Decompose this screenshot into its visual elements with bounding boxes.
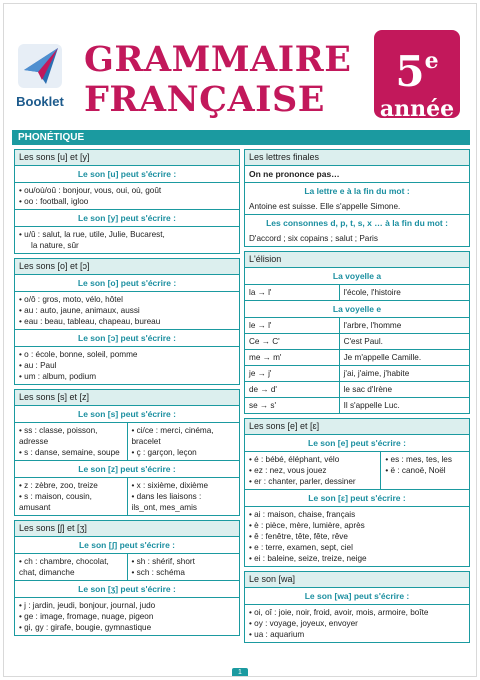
list-item: • z : zèbre, zoo, treize bbox=[19, 481, 98, 490]
list-item: la nature, sûr bbox=[31, 241, 79, 250]
box-u-y bbox=[14, 149, 240, 254]
table-cell: Ce → C' bbox=[245, 334, 339, 350]
list-item: • ë : canoë, Noël bbox=[385, 466, 446, 475]
list-item: • ge : image, fromage, nuage, pigeon bbox=[19, 612, 154, 621]
table-cell: se → s' bbox=[245, 398, 339, 414]
table-row bbox=[245, 382, 469, 398]
examples bbox=[245, 605, 469, 642]
box-title: L'élision bbox=[245, 252, 469, 268]
list-item: • es : mes, tes, les bbox=[385, 455, 452, 464]
header bbox=[4, 4, 477, 124]
subheading: Le son [u] peut s'écrire : bbox=[15, 166, 239, 183]
table-cell: je → j' bbox=[245, 366, 339, 382]
list-item: • ch : chambre, chocolat, chat, dimanche bbox=[19, 557, 109, 577]
list-item: • e : terre, examen, sept, ciel bbox=[249, 543, 353, 552]
table-row bbox=[245, 318, 469, 334]
box-title: Les sons [u] et [y] bbox=[15, 150, 239, 166]
table-cell: l'arbre, l'homme bbox=[339, 318, 469, 334]
list-item: • ou/où/oû : bonjour, vous, oui, où, goût bbox=[19, 186, 162, 195]
list-item: • x : sixième, dixième bbox=[131, 481, 209, 490]
list-item: • u/û : salut, la rue, utile, Julie, Bucarest, bbox=[19, 230, 165, 239]
section-band: PHONÉTIQUE bbox=[12, 130, 470, 145]
subheading: Le son [ʃ] peut s'écrire : bbox=[15, 537, 239, 554]
list-item: • oy : voyage, joyeux, envoyer bbox=[249, 619, 358, 628]
list-item: • é : bébé, éléphant, vélo bbox=[249, 455, 340, 464]
subheading: Le son [y] peut s'écrire : bbox=[15, 210, 239, 227]
list-item: • au : auto, jaune, animaux, aussi bbox=[19, 306, 140, 315]
list-item: • o/ô : gros, moto, vélo, hôtel bbox=[19, 295, 123, 304]
list-item: • ss : classe, poisson, adresse bbox=[19, 426, 98, 446]
list-item: • um : album, podium bbox=[19, 372, 97, 381]
table-cell: Je m'appelle Camille. bbox=[339, 350, 469, 366]
list-item: • ê : fenêtre, tête, fête, rêve bbox=[249, 532, 348, 541]
list-item: • è : pièce, mère, lumière, après bbox=[249, 521, 365, 530]
table-cell: j'ai, j'aime, j'habite bbox=[339, 366, 469, 382]
badge-superscript: e bbox=[424, 48, 439, 74]
examples bbox=[245, 452, 469, 490]
grade-badge bbox=[374, 30, 460, 122]
table-cell: me → m' bbox=[245, 350, 339, 366]
subheading: Le son [ɛ] peut s'écrire : bbox=[245, 490, 469, 507]
examples bbox=[15, 598, 239, 635]
examples bbox=[15, 227, 239, 253]
table-row bbox=[245, 334, 469, 350]
list-item: • ci/ce : merci, cinéma, bracelet bbox=[131, 426, 214, 446]
table-cell: le → l' bbox=[245, 318, 339, 334]
box-o-o bbox=[14, 258, 240, 385]
example-line: D'accord ; six copains ; salut ; Paris bbox=[249, 234, 378, 243]
box-lettres-finales bbox=[244, 149, 470, 247]
list-item: • ez : nez, vous jouez bbox=[249, 466, 327, 475]
examples bbox=[15, 183, 239, 210]
box-title: Les sons [o] et [ɔ] bbox=[15, 259, 239, 275]
list-item: • ua : aquarium bbox=[249, 630, 305, 639]
list-item: • dans les liaisons : bbox=[131, 492, 202, 501]
elision-table-e bbox=[245, 317, 469, 413]
table-row bbox=[245, 350, 469, 366]
subheading: La voyelle e bbox=[245, 300, 469, 317]
list-item: • sch : schéma bbox=[131, 568, 185, 577]
list-item: • ei : baleine, seize, treize, neige bbox=[249, 554, 367, 563]
examples bbox=[15, 347, 239, 384]
list-item: • er : chanter, parler, dessiner bbox=[249, 477, 356, 486]
subheading: Le son [wa] peut s'écrire : bbox=[245, 588, 469, 605]
badge-number: 5 bbox=[395, 47, 425, 96]
subheading: La lettre e à la fin du mot : bbox=[304, 186, 410, 196]
box-s-z bbox=[14, 389, 240, 516]
list-item: • gi, gy : girafe, bougie, gymnastique bbox=[19, 623, 152, 632]
box-title: Les sons [e] et [ɛ] bbox=[245, 419, 469, 435]
table-cell: C'est Paul. bbox=[339, 334, 469, 350]
table-cell: l'école, l'histoire bbox=[339, 285, 469, 301]
booklet-logo bbox=[10, 40, 70, 112]
subheading: Les consonnes d, p, t, s, x … à la fin du mot : bbox=[266, 218, 448, 228]
examples bbox=[15, 478, 239, 515]
subheading: Le son [o] peut s'écrire : bbox=[15, 275, 239, 292]
box-e-e bbox=[244, 418, 470, 567]
box-title: Les sons [s] et [z] bbox=[15, 390, 239, 406]
list-item: • ai : maison, chaise, français bbox=[249, 510, 356, 519]
box-title: Les sons [ʃ] et [ʒ] bbox=[15, 521, 239, 537]
table-cell: Il s'appelle Luc. bbox=[339, 398, 469, 414]
intro-text: On ne prononce pas… bbox=[245, 166, 469, 183]
box-wa bbox=[244, 571, 470, 643]
list-item: ils_ont, mes_amis bbox=[131, 503, 198, 512]
logo-text: Booklet bbox=[16, 94, 64, 109]
elision-table-a bbox=[245, 284, 469, 300]
subheading: Le son [z] peut s'écrire : bbox=[15, 461, 239, 478]
list-item: • eau : beau, tableau, chapeau, bureau bbox=[19, 317, 161, 326]
table-row bbox=[245, 398, 469, 414]
list-item: • o : école, bonne, soleil, pomme bbox=[19, 350, 138, 359]
examples bbox=[245, 507, 469, 566]
paper-plane-icon bbox=[16, 40, 64, 92]
badge-subtitle: année bbox=[379, 96, 455, 122]
box-elision bbox=[244, 251, 470, 414]
table-row bbox=[245, 366, 469, 382]
examples bbox=[15, 554, 239, 581]
examples bbox=[15, 423, 239, 461]
subheading: Le son [e] peut s'écrire : bbox=[245, 435, 469, 452]
list-item: • sh : shérif, short bbox=[131, 557, 195, 566]
list-item: • j : jardin, jeudi, bonjour, journal, judo bbox=[19, 601, 156, 610]
table-cell: de → d' bbox=[245, 382, 339, 398]
page-title bbox=[84, 40, 364, 120]
list-item: • s : danse, semaine, soupe bbox=[19, 448, 120, 457]
list-item: • s : maison, cousin, amusant bbox=[19, 492, 92, 512]
subheading: La voyelle a bbox=[332, 271, 382, 281]
table-cell: la → l' bbox=[245, 285, 339, 301]
right-column bbox=[244, 149, 470, 647]
examples bbox=[15, 292, 239, 330]
list-item: • oi, oî : joie, noir, froid, avoir, mois, armoire, boîte bbox=[249, 608, 429, 617]
table-cell: le sac d'Irène bbox=[339, 382, 469, 398]
example-line: Antoine est suisse. Elle s'appelle Simone. bbox=[245, 199, 469, 215]
subheading: Le son [s] peut s'écrire : bbox=[15, 406, 239, 423]
box-title: Les lettres finales bbox=[245, 150, 469, 166]
box-title: Le son [wa] bbox=[245, 572, 469, 588]
subheading: Le son [ɔ] peut s'écrire : bbox=[15, 330, 239, 347]
page-number: 1 bbox=[232, 668, 248, 677]
page bbox=[3, 3, 477, 677]
box-sh-zh bbox=[14, 520, 240, 636]
table-row bbox=[245, 285, 469, 301]
list-item: • oo : football, igloo bbox=[19, 197, 89, 206]
title-line-1: GRAMMAIRE bbox=[84, 39, 352, 80]
list-item: • au : Paul bbox=[19, 361, 57, 370]
list-item: • ç : garçon, leçon bbox=[131, 448, 197, 457]
title-line-2: FRANÇAISE bbox=[84, 79, 325, 120]
left-column bbox=[14, 149, 240, 640]
subheading: Le son [ʒ] peut s'écrire : bbox=[15, 581, 239, 598]
